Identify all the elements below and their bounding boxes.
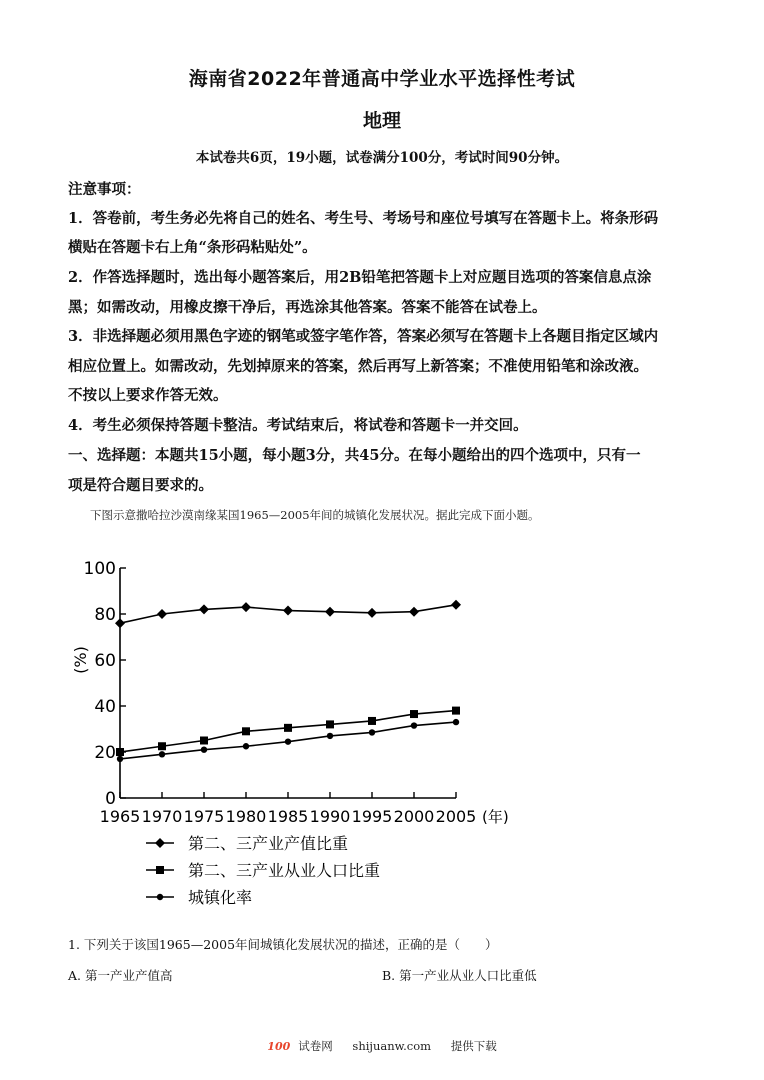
x-tick-label: 1985	[267, 807, 309, 826]
data-point-series-2	[158, 742, 166, 750]
notice-line: 不按以上要求作答无效。	[68, 387, 228, 404]
footer-site[interactable]: shijuanw.com	[352, 1039, 432, 1053]
y-tick-label: 60	[94, 651, 116, 671]
data-point-series-2	[410, 710, 418, 718]
data-point-series-3	[369, 729, 375, 735]
legend-label: 第二、三产业产值比重	[188, 834, 349, 853]
y-tick-label: 40	[94, 697, 116, 717]
data-point-series-2	[116, 748, 124, 756]
notice-line: 2．作答选择题时，选出每小题答案后，用2B铅笔把答题卡上对应题目选项的答案信息点涂	[68, 269, 652, 286]
data-point-series-3	[243, 743, 249, 749]
y-tick-label: 0	[105, 789, 116, 809]
notice-line: 黑；如需改动，用橡皮擦干净后，再选涂其他答案。答案不能答在试卷上。	[68, 299, 547, 316]
data-point-series-2	[200, 737, 208, 745]
data-point-series-3	[159, 751, 165, 757]
footer	[0, 1038, 764, 1054]
x-tick-label: 1970	[141, 807, 183, 826]
data-point-series-3	[327, 733, 333, 739]
data-point-series-1	[451, 600, 461, 610]
y-tick-label: 80	[94, 605, 116, 625]
x-tick-label: 1980	[225, 807, 267, 826]
legend-marker	[156, 866, 164, 874]
data-point-series-1	[367, 608, 377, 618]
data-point-series-2	[326, 720, 334, 728]
x-axis-label: (年)	[482, 808, 509, 826]
option-b: B. 第一产业从业人口比重低	[382, 968, 537, 983]
notice-line: 相应位置上。如需改动，先划掉原来的答案，然后再写上新答案；不准使用铅笔和涂改液。	[68, 358, 648, 375]
legend-marker	[155, 838, 165, 848]
urbanization-line-chart	[60, 552, 530, 922]
notice-heading: 注意事项：	[68, 181, 141, 198]
legend-label: 城镇化率	[188, 888, 253, 907]
legend-label: 第二、三产业从业人口比重	[188, 861, 381, 880]
data-point-series-1	[409, 607, 419, 617]
y-axis-label: (%)	[71, 646, 90, 674]
y-tick-label: 100	[83, 559, 116, 579]
data-point-series-3	[453, 719, 459, 725]
x-tick-label: 2005	[435, 807, 477, 826]
data-point-series-2	[242, 727, 250, 735]
data-point-series-1	[115, 618, 125, 628]
footer-brand: 试卷网	[298, 1039, 333, 1053]
y-tick-label: 20	[94, 743, 116, 763]
exam-title: 海南省2022年普通高中学业水平选择性考试	[188, 68, 576, 90]
data-point-series-1	[325, 607, 335, 617]
data-point-series-1	[283, 606, 293, 616]
option-a: A. 第一产业产值高	[68, 968, 173, 983]
notice-line: 4．考生必须保持答题卡整洁。考试结束后，将试卷和答题卡一并交回。	[68, 417, 528, 434]
question-stem: 1. 下列关于该国1965—2005年间城镇化发展状况的描述，正确的是（ ）	[68, 937, 498, 952]
data-point-series-3	[285, 738, 291, 744]
data-point-series-3	[201, 747, 207, 753]
section-heading-line1: 一、选择题：本题共15小题，每小题3分，共45分。在每小题给出的四个选项中，只有一	[68, 447, 641, 464]
data-point-series-2	[452, 707, 460, 715]
x-tick-label: 1995	[351, 807, 393, 826]
footer-note: 提供下载	[450, 1039, 497, 1053]
x-tick-label: 1965	[99, 807, 141, 826]
data-point-series-3	[117, 756, 123, 762]
legend-marker	[157, 894, 163, 900]
subject-title: 地理	[362, 110, 401, 132]
data-point-series-1	[241, 602, 251, 612]
data-point-series-2	[368, 717, 376, 725]
data-point-series-1	[199, 604, 209, 614]
exam-info: 本试卷共6页，19小题，试卷满分100分，考试时间90分钟。	[195, 150, 569, 166]
notice-line: 1．答卷前，考生务必先将自己的姓名、考生号、考场号和座位号填写在答题卡上。将条形码	[68, 210, 659, 227]
data-point-series-2	[284, 724, 292, 732]
notice-line: 横贴在答题卡右上角“条形码粘贴处”。	[68, 239, 317, 256]
chart-intro: 下图示意撒哈拉沙漠南缘某国1965—2005年间的城镇化发展状况。据此完成下面小题。	[90, 508, 540, 522]
x-tick-label: 1990	[309, 807, 351, 826]
data-point-series-3	[411, 722, 417, 728]
x-tick-label: 2000	[393, 807, 435, 826]
footer-logo: 100	[267, 1040, 291, 1053]
notice-line: 3．非选择题必须用黑色字迹的钢笔或签字笔作答，答案必须写在答题卡上各题目指定区域内	[68, 328, 659, 345]
section-heading-line2: 项是符合题目要求的。	[68, 477, 213, 494]
x-tick-label: 1975	[183, 807, 225, 826]
data-point-series-1	[157, 609, 167, 619]
